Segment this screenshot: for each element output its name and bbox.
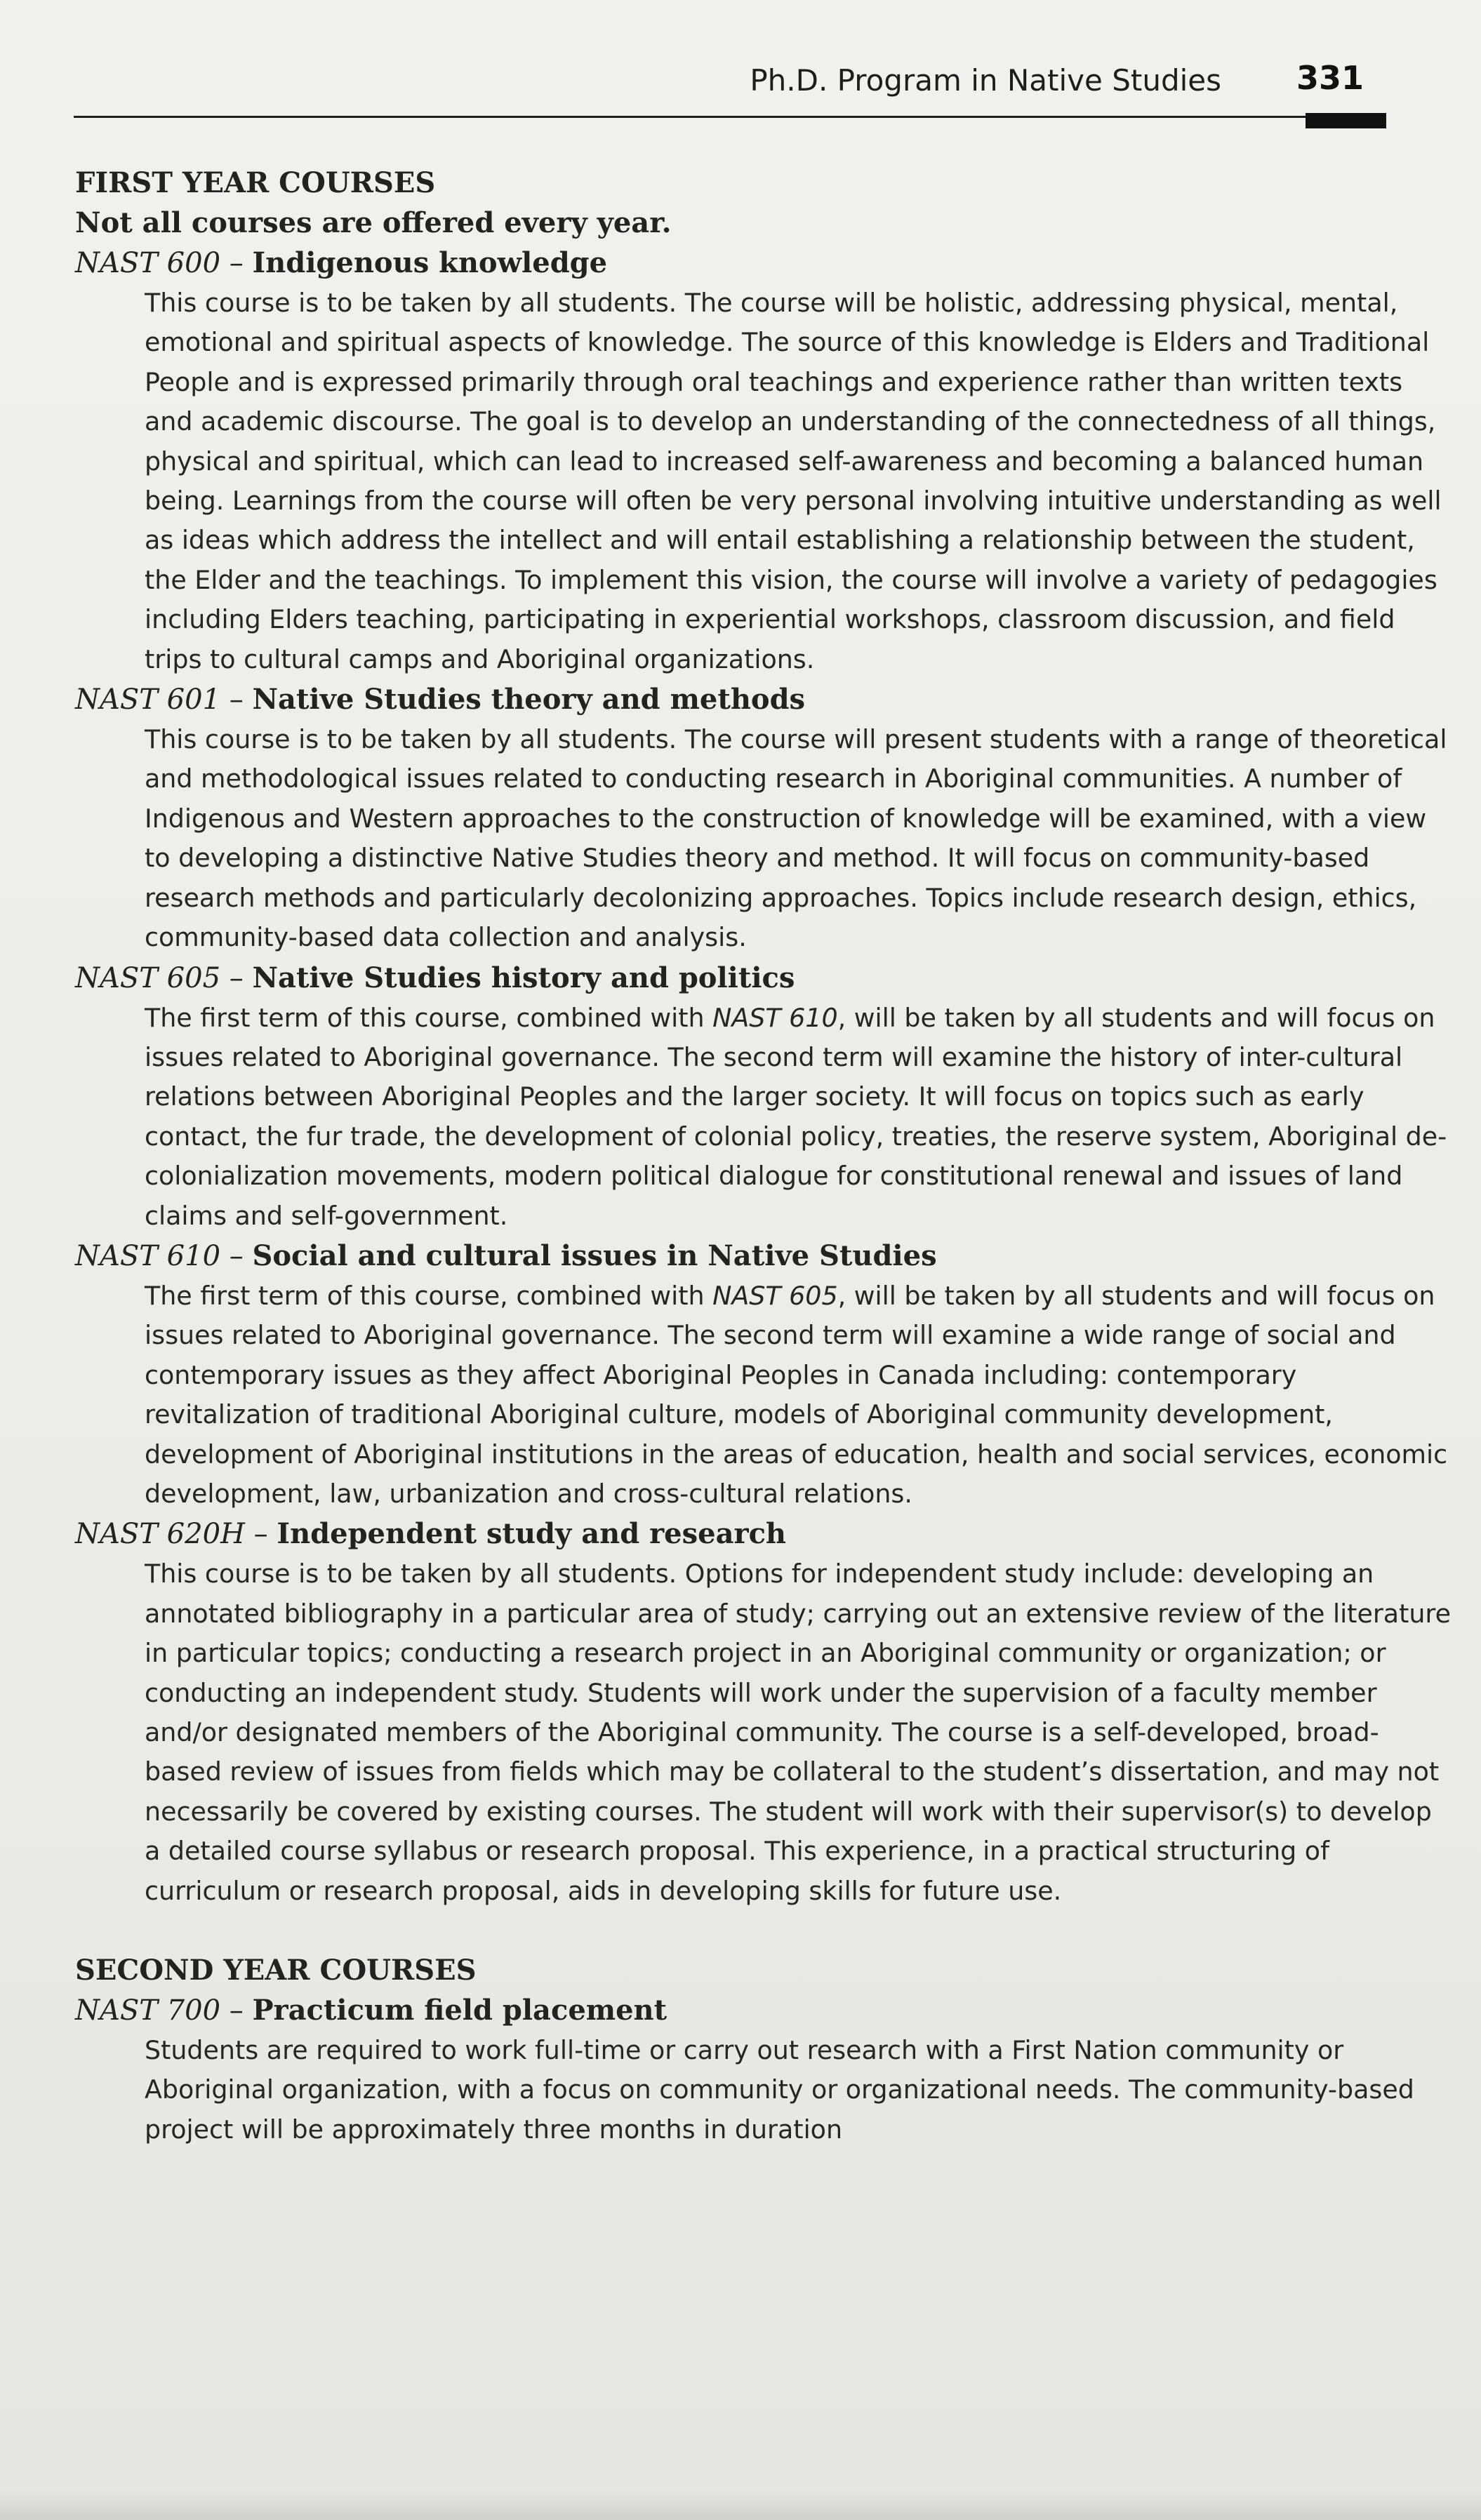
course-separator: – <box>220 961 253 994</box>
description-text: The first term of this course, combined with <box>145 1280 713 1311</box>
course-cross-reference: NAST 605 <box>712 1280 838 1311</box>
course-title: Social and cultural issues in Native Studies <box>252 1239 937 1272</box>
course-description-nast600: This course is to be taken by all students. The course will be holistic, addressing physical, mental, emotional and spiritual aspects of knowledge. The source of this knowledge is Elders and Traditional People and is expressed primarily through oral teachings and experience rather than written texts and academic discourse. The goal is to develop an understanding of the connectedness of all things, physical and spiritual, which can lead to increased self-awareness and becoming a balanced human being. Learnings from the course will often be very personal involving intuitive understanding as well as ideas which address the intellect and will entail establishing a relationship between the student, the Elder and the teachings. To implement this vision, the course will involve a variety of pedagogies including Elders teaching, participating in experiential workshops, classroom discussion, and field trips to cultural camps and Aboriginal organizations. <box>145 288 1442 674</box>
course-cross-reference: NAST 610 <box>712 1002 838 1033</box>
header-rule-tab <box>1306 113 1386 128</box>
course-code: NAST 601 <box>75 684 221 716</box>
course-code: NAST 700 <box>75 1994 221 2027</box>
course-description-nast601: This course is to be taken by all students. The course will present students with a range of theoretical and methodological issues related to conducting research in Aboriginal communities. A number of Indigenous and Western approaches to the construction of knowledge will be examined, with a view to developing a distinctive Native Studies theory and method. It will focus on community-based research methods and particularly decolonizing approaches. Topics include research design, ethics, community-based data collection and analysis. <box>145 724 1447 953</box>
page-content <box>75 163 1451 2149</box>
course-code: NAST 600 <box>75 247 221 279</box>
course-title: Indigenous knowledge <box>252 246 608 279</box>
course-separator: – <box>220 684 253 716</box>
course-description-nast605 <box>145 999 1452 1236</box>
course-heading-nast601 <box>75 679 1388 720</box>
course-code: NAST 605 <box>75 961 221 994</box>
course-description-nast700: Students are required to work full-time or carry out research with a First Nation community or Aboriginal organization, with a focus on community or organizational needs. The community-based project will be approximately three months in duration <box>145 2035 1414 2145</box>
course-description-nast620h: This course is to be taken by all students. Options for independent study include: developing an annotated bibliography in a particular area of study; carrying out an extensive review of the literature in particular topics; conducting a research project in an Aboriginal community or organization; or conducting an independent study. Students will work under the supervision of a faculty member and/or designated members of the Aboriginal community. The course is a self-developed, broad-based review of issues from fields which may be collateral to the student’s dissertation, and may not necessarily be covered by existing courses. The student will work with their supervisor(s) to develop a detailed course syllabus or research proposal. This experience, in a practical structuring of curriculum or research proposal, aids in developing skills for future use. <box>145 1559 1451 1906</box>
course-heading-nast600 <box>75 243 1388 284</box>
running-head-title: Ph.D. Program in Native Studies <box>750 63 1221 98</box>
section-gap <box>75 1911 1388 1950</box>
running-head <box>74 56 1386 119</box>
description-text: , will be taken by all students and will focus on issues related to Aboriginal governance. The second term will examine a wide range of social and contemporary issues as they affect Aboriginal Peoples in Canada including: contemporary revitalization of traditional Aboriginal culture, models of Aboriginal community development, development of Aboriginal institutions in the areas of education, health and social services, economic development, law, urbanization and cross-cultural relations. <box>145 1280 1448 1509</box>
course-title: Native Studies history and politics <box>252 961 795 994</box>
description-text: The first term of this course, combined with <box>145 1002 713 1033</box>
course-separator: – <box>220 1239 253 1272</box>
course-heading-nast605 <box>75 958 1388 999</box>
course-heading-nast700 <box>75 1990 1388 2031</box>
course-code: NAST 610 <box>75 1239 221 1272</box>
course-title: Practicum field placement <box>252 1994 668 2027</box>
description-text: , will be taken by all students and will focus on issues related to Aboriginal governance. The second term will examine the history of inter-cultural relations between Aboriginal Peoples and the larger society. It will focus on topics such as early contact, the fur trade, the development of colonial policy, treaties, the reserve system, Aboriginal de-colonialization movements, modern political dialogue for constitutional renewal and issues of land claims and self-government. <box>145 1002 1447 1231</box>
course-description-nast610 <box>145 1276 1452 1514</box>
page-edge-shadow <box>0 2491 1481 2520</box>
course-separator: – <box>220 247 253 279</box>
section-heading-first-year: FIRST YEAR COURSES <box>75 166 436 199</box>
availability-note: Not all courses are offered every year. <box>75 206 672 239</box>
section-heading-second-year: SECOND YEAR COURSES <box>75 1954 477 1987</box>
course-separator: – <box>220 1994 253 2027</box>
course-heading-nast610 <box>75 1236 1388 1276</box>
header-rule <box>74 116 1386 118</box>
course-code: NAST 620H <box>75 1518 245 1551</box>
course-title: Independent study and research <box>277 1517 787 1551</box>
course-heading-nast620h <box>75 1514 1388 1554</box>
course-title: Native Studies theory and methods <box>252 683 806 716</box>
page-number: 331 <box>1296 59 1364 97</box>
course-separator: – <box>244 1518 277 1551</box>
